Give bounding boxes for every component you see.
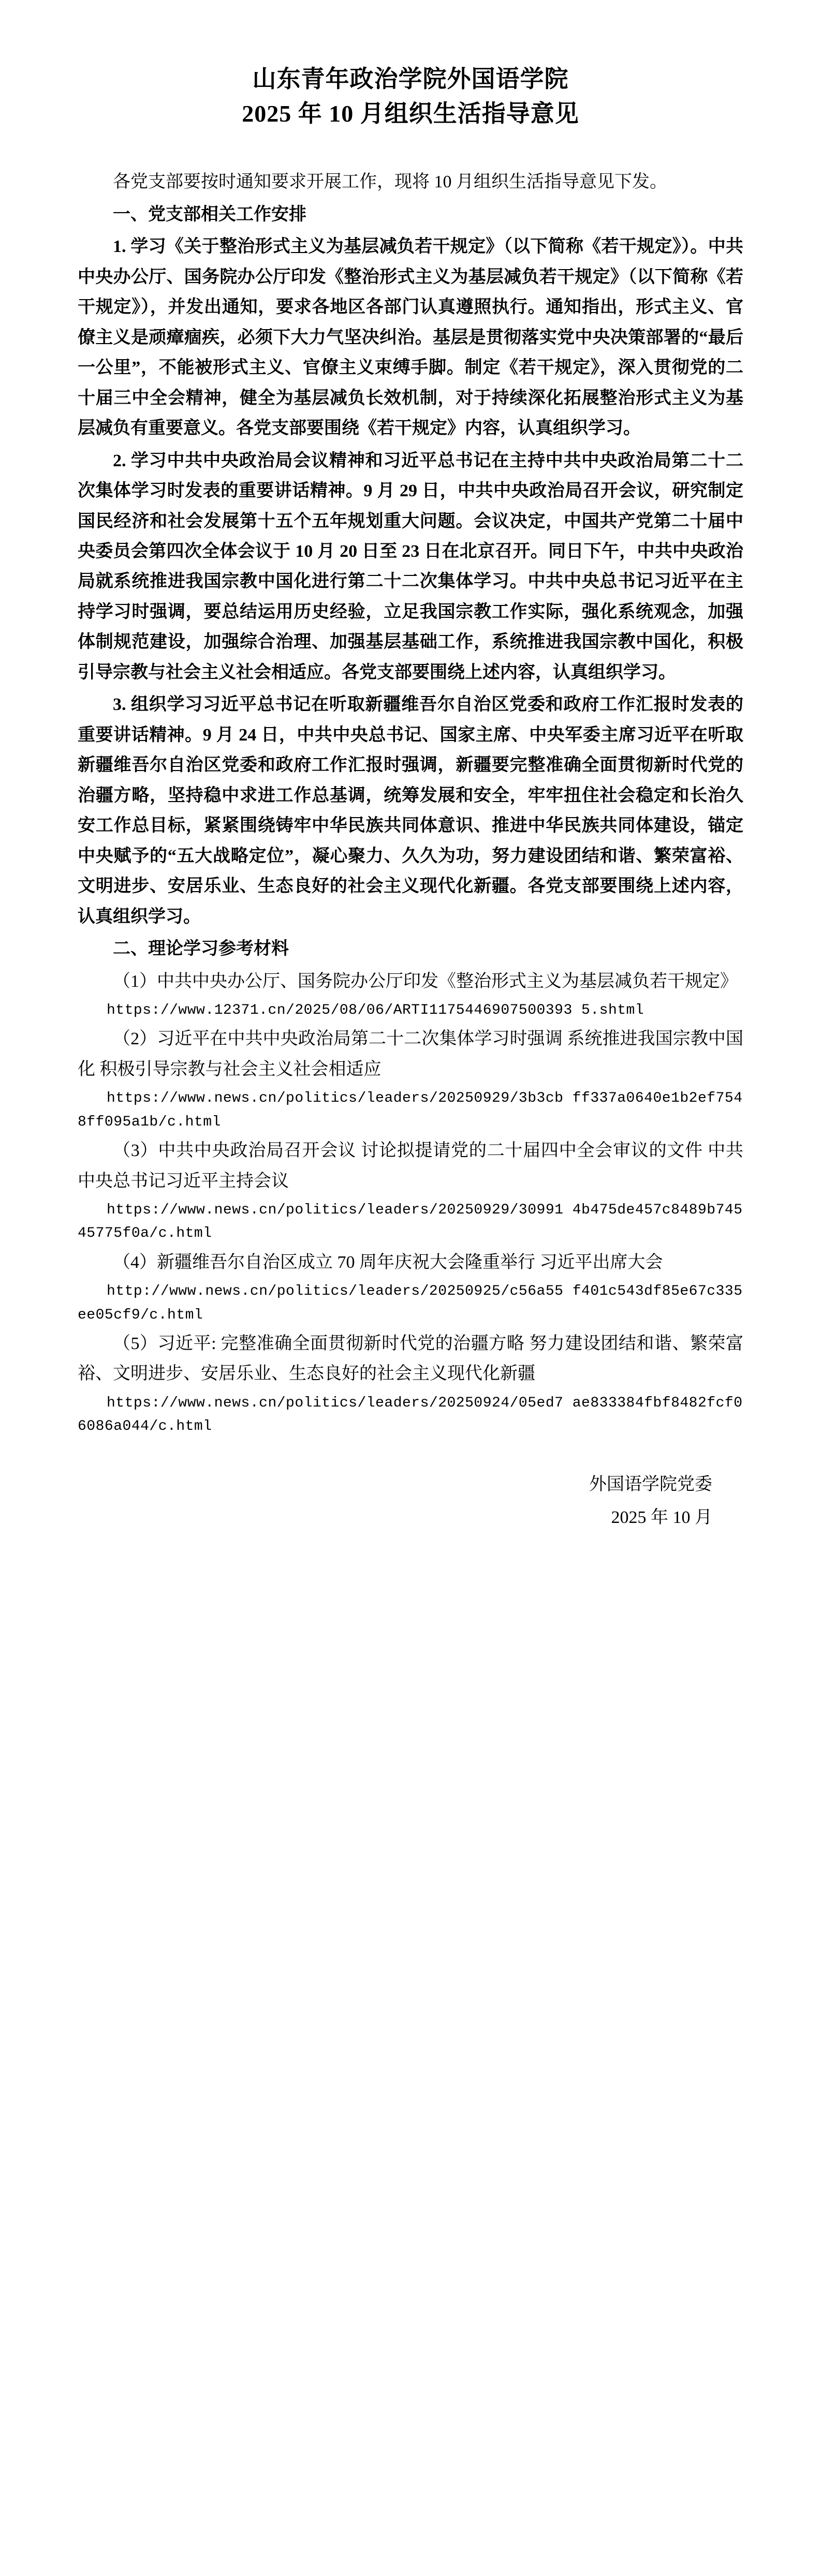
section-heading-2: 二、理论学习参考材料	[113, 939, 289, 959]
section-1-item-3: 3. 组织学习习近平总书记在听取新疆维吾尔自治区党委和政府工作汇报时发表的重要讲话精神。9 月 24 日，中共中央总书记、国家主席、中央军委主席习近平在听取新疆维吾尔自治区党委和政府工作汇报时强调，新疆要完整准确全面贯彻新时代党的治疆方略，坚持稳中求进工作总基调，统筹发展和安全，牢牢扭住社会稳定和长治久安工作总目标，紧紧围绕铸牢中华民族共同体意识、推进中华民族共同体建设，锚定中央赋予的“五大战略定位”，凝心聚力、久久为功，努力建设团结和谐、繁荣富裕、文明进步、安居乐业、生态良好的社会主义现代化新疆。各党支部要围绕上述内容，认真组织学习。	[78, 695, 743, 926]
title-line-1: 山东青年政治学院外国语学院	[252, 66, 569, 92]
reference-2-title: （2）习近平在中共中央政治局第二十二次集体学习时强调 系统推进我国宗教中国化 积极引导宗教与社会主义社会相适应	[78, 1029, 743, 1079]
signature-organization: 外国语学院党委	[589, 1474, 712, 1494]
reference-3-title: （3）中共中央政治局召开会议 讨论拟提请党的二十届四中全会审议的文件 中共中央总书记习近平主持会议	[78, 1141, 743, 1191]
document-title	[78, 62, 743, 131]
reference-5-title: （5）习近平: 完整准确全面贯彻新时代党的治疆方略 努力建设团结和谐、繁荣富裕、文明进步、安居乐业、生态良好的社会主义现代化新疆	[78, 1334, 743, 1384]
reference-1-url[interactable]: https://www.12371.cn/2025/08/06/ARTI1175446907500393 5.shtml	[107, 1002, 644, 1019]
reference-4-title: （4）新疆维吾尔自治区成立 70 周年庆祝大会隆重举行 习近平出席大会	[113, 1252, 663, 1272]
section-1-item-1: 1. 学习《关于整治形式主义为基层减负若干规定》（以下简称《若干规定》）。中共中央办公厅、国务院办公厅印发《整治形式主义为基层减负若干规定》（以下简称《若干规定》），并发出通知，要求各地区各部门认真遵照执行。通知指出，形式主义、官僚主义是顽瘴痼疾，必须下大力气坚决纠治。基层是贯彻落实党中央决策部署的“最后一公里”，不能被形式主义、官僚主义束缚手脚。制定《若干规定》，深入贯彻党的二十届三中全会精神，健全为基层减负长效机制，对于持续深化拓展整治形式主义为基层减负有重要意义。各党支部要围绕《若干规定》内容，认真组织学习。	[78, 237, 743, 438]
signature-block	[78, 1470, 743, 1533]
signature-date: 2025 年 10 月	[611, 1508, 712, 1528]
reference-4-url[interactable]: http://www.news.cn/politics/leaders/20250925/c56a55 f401c543df85e67c335ee05cf9/c.html	[78, 1283, 743, 1323]
reference-5-url[interactable]: https://www.news.cn/politics/leaders/20250924/05ed7 ae833384fbf8482fcf06086a044/c.html	[78, 1395, 743, 1435]
section-1-item-2: 2. 学习中共中央政治局会议精神和习近平总书记在主持中共中央政治局第二十二次集体学习时发表的重要讲话精神。9 月 29 日，中共中央政治局召开会议，研究制定国民经济和社会发展第十五个五年规划重大问题。会议决定，中国共产党第二十届中央委员会第四次全体会议于 10 月 20 日至 23 日在北京召开。同日下午，中共中央政治局就系统推进我国宗教中国化进行第二十二次集体学习。中共中央总书记习近平在主持学习时强调，要总结运用历史经验，立足我国宗教工作实际，强化系统观念，加强体制规范建设，加强综合治理、加强基层基础工作，系统推进我国宗教中国化，积极引导宗教与社会主义社会相适应。各党支部要围绕上述内容，认真组织学习。	[78, 451, 743, 682]
title-line-2: 2025 年 10 月组织生活指导意见	[242, 100, 579, 127]
section-heading-1: 一、党支部相关工作安排	[113, 204, 306, 224]
reference-3-url[interactable]: https://www.news.cn/politics/leaders/20250929/30991 4b475de457c8489b74545775f0a/c.html	[78, 1202, 743, 1242]
intro-paragraph: 各党支部要按时通知要求开展工作，现将 10 月组织生活指导意见下发。	[113, 172, 667, 192]
reference-1-title: （1）中共中央办公厅、国务院办公厅印发《整治形式主义为基层减负若干规定》	[113, 971, 738, 991]
reference-2-url[interactable]: https://www.news.cn/politics/leaders/20250929/3b3cb ff337a0640e1b2ef7548ff095a1b/c.html	[78, 1090, 743, 1130]
